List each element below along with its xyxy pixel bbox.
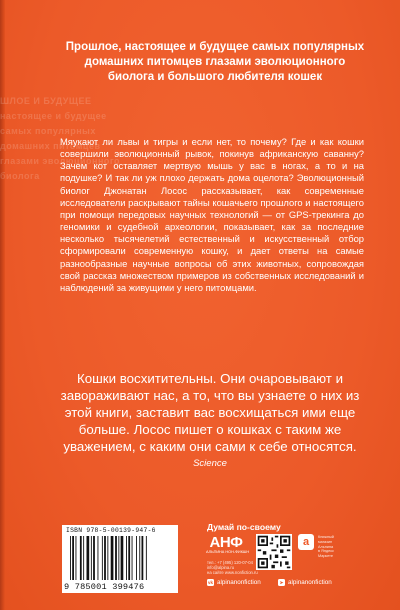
isbn: ISBN 978-5-00139-947-6	[66, 527, 156, 534]
shop-icon[interactable]: a	[298, 534, 314, 550]
vk-icon: vk	[207, 580, 213, 585]
ghost-line: домашних питомцев	[0, 141, 101, 151]
review-quote: Кошки восхитительны. Они очаровывают и завораживают нас, а то, что вы узнаете о них из этой книги, заставит вас восхищаться ими еще больше. Лосос пишет о кошках с таким же уважением, с каким они сами к себе относятся.	[60, 371, 360, 455]
ghost-line: настоящее и будущее	[0, 111, 107, 121]
description-paragraph: Мяукают ли львы и тигры и если нет, то почему? Где и как кошки совершили эволюционный рывок, покинув африканскую саванну? Зачем кот оставляет мертвую мышь у вас в ногах, а то и на подушке? И так ли уж плохо держать дома оцелота? Эволюционный биолог Джонатан Лосос рассказывает, как современные исследователи раскрывают тайны кошачьего прошлого и настоящего при помощи передовых научных технологий — от GPS-трекинга до геномики и судебной археологии, показывает, как за последние несколько тысячелетий естественный и искусственный отбор сформировали современную кошку, и дает ответы на самые разнообразные научные вопросы об этих животных, сопровождая свой рассказ множеством примеров из собственных исследований и наблюдений за живущими у него питомцами.	[60, 136, 364, 293]
cover-edge	[0, 0, 5, 610]
cover-headline: Прошлое, настоящее и будущее самых популярных домашних питомцев глазами эволюционного биолога и большого любителя кошек	[65, 41, 365, 83]
barcode	[62, 525, 178, 593]
ghost-line: самых популярных	[0, 126, 96, 136]
quote-source: Science	[193, 458, 227, 469]
barcode-number: 9 785001 399476	[64, 582, 145, 592]
publisher-contacts: тел.: +7 (495) 120-07-04 info@alpina.ru на сайте www.nonfiction.ru	[207, 560, 258, 576]
ghost-line: биолога	[0, 171, 40, 181]
qr-code[interactable]	[256, 534, 292, 570]
ghost-line: глазами эволюционного	[0, 156, 121, 166]
telegram-icon: ➤	[279, 580, 284, 585]
shop-label: Книжный магазин Альпина в Яндекс Маркете	[318, 535, 334, 559]
barcode-bars	[70, 536, 170, 580]
ghost-line: ШЛОЕ И БУДУЩЕЕ	[0, 96, 92, 106]
book-description	[60, 136, 364, 294]
publisher-logo: АНФ АЛЬПИНА НОН-ФИКШН	[206, 534, 250, 554]
social-vk[interactable]: vk alpinanonfiction	[207, 579, 261, 586]
publisher-slogan: Думай по-своему	[207, 522, 281, 532]
social-telegram[interactable]: ➤ alpinanonfiction	[279, 579, 332, 586]
